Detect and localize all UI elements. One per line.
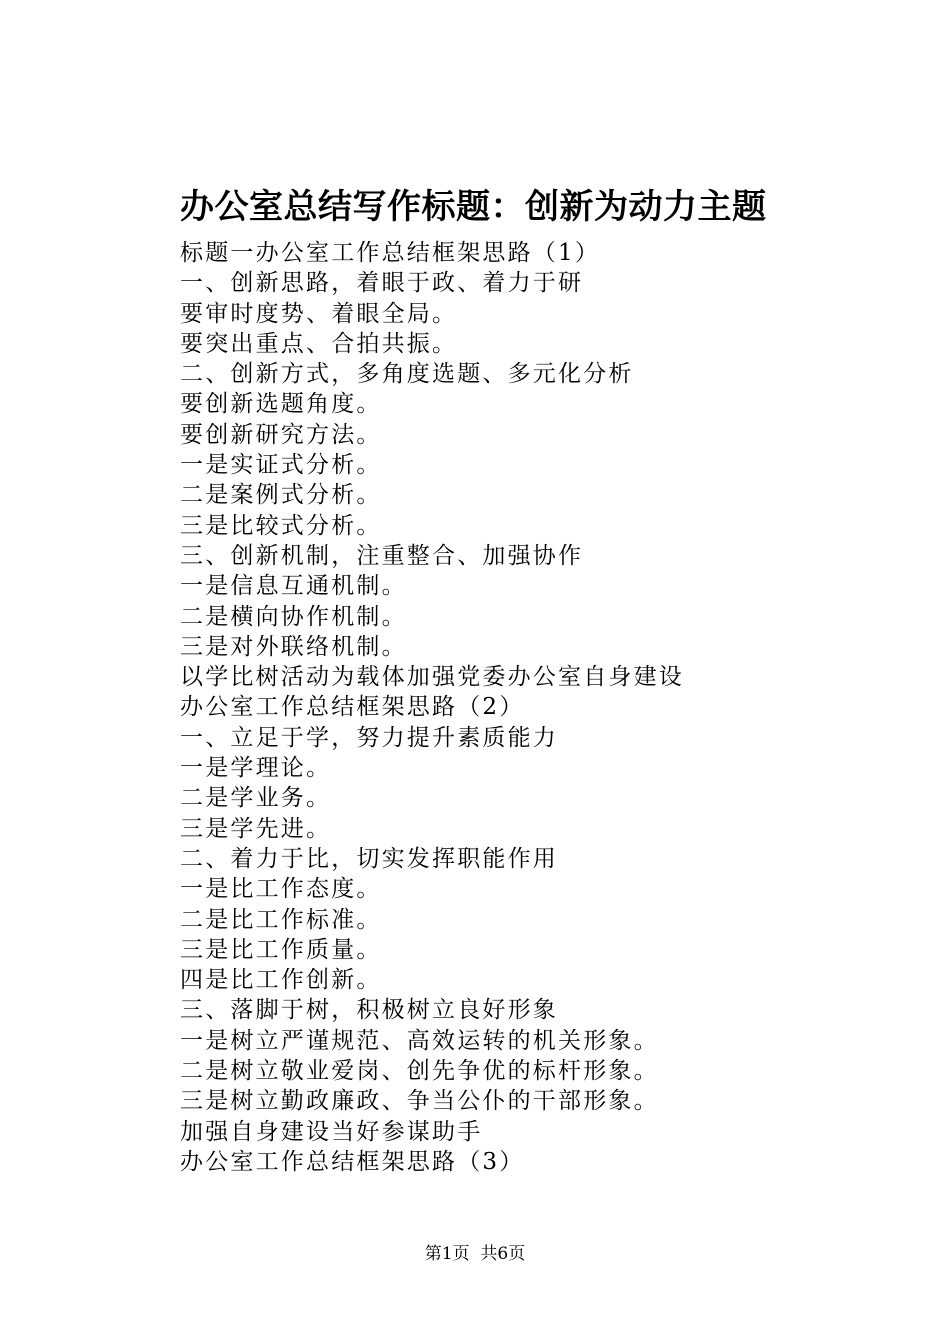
body-line: 四是比工作创新。: [180, 967, 382, 994]
body-line: 一是实证式分析。: [180, 452, 382, 479]
body-line: 一、立足于学，努力提升素质能力: [180, 724, 558, 751]
body-line: 三、落脚于树，积极树立良好形象: [180, 997, 558, 1024]
body-line: 办公室工作总结框架思路（2）: [180, 694, 525, 721]
body-line: 二、着力于比，切实发挥职能作用: [180, 845, 558, 872]
body-line: 三是学先进。: [180, 815, 332, 842]
body-line: 二是案例式分析。: [180, 482, 382, 509]
body-line: 一是信息互通机制。: [180, 573, 407, 600]
body-line: 二是比工作标准。: [180, 906, 382, 933]
page-number: 第1页 共6页: [424, 1244, 526, 1264]
body-line: 三是树立勤政廉政、争当公仆的干部形象。: [180, 1088, 659, 1115]
body-line: 二、创新方式，多角度选题、多元化分析: [180, 361, 634, 388]
body-line: 要创新选题角度。: [180, 391, 382, 418]
body-line: 标题一办公室工作总结框架思路（1）: [180, 240, 601, 266]
body-line: 一是学理论。: [180, 755, 332, 782]
body-line: 以学比树活动为载体加强党委办公室自身建设: [180, 664, 684, 691]
body-line: 三是对外联络机制。: [180, 633, 407, 660]
body-line: 三是比工作质量。: [180, 936, 382, 963]
body-line: 一是比工作态度。: [180, 876, 382, 903]
body-line: 三是比较式分析。: [180, 512, 382, 539]
body-line: 二是树立敬业爱岗、创先争优的标杆形象。: [180, 1058, 659, 1085]
body-line: 办公室工作总结框架思路（3）: [180, 1148, 525, 1175]
body-line: 要创新研究方法。: [180, 421, 382, 448]
document-body: [180, 238, 860, 1177]
body-line: 二是横向协作机制。: [180, 603, 407, 630]
body-line: 三、创新机制，注重整合、加强协作: [180, 542, 584, 569]
body-line: 一、创新思路，着眼于政、着力于研: [180, 270, 584, 297]
body-line: 要突出重点、合拍共振。: [180, 330, 458, 357]
document-title: 办公室总结写作标题：创新为动力主题: [180, 187, 767, 227]
body-line: 二是学业务。: [180, 785, 332, 812]
body-line: 加强自身建设当好参谋助手: [180, 1118, 483, 1145]
body-line: 一是树立严谨规范、高效运转的机关形象。: [180, 1027, 659, 1054]
body-line: 要审时度势、着眼全局。: [180, 300, 458, 327]
